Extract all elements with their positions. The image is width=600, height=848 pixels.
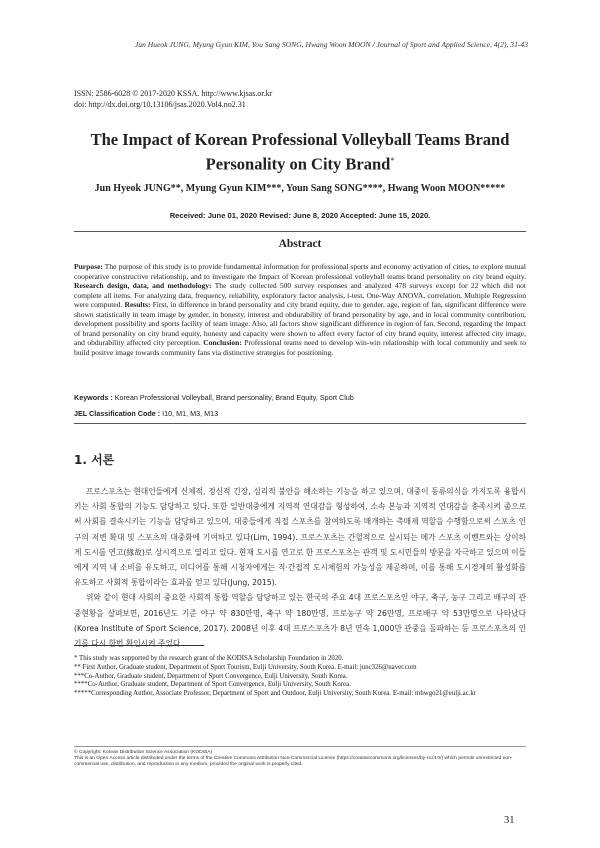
footnote: *****Corresponding Author, Associate Professor, Department of Sport and Outdoor, Eulji University, South Korea. E-mail: mhwgo21@eulji.ac.kr <box>74 690 477 698</box>
keywords <box>74 393 526 402</box>
title-footnote-mark: * <box>390 156 395 165</box>
author-list: Jun Hyeok JUNG**, Myung Gyun KIM***, Youn Sang SONG****, Hwang Woon MOON***** <box>94 183 506 194</box>
abstract-conclusion-text: Professional teams need to develop win-win relationship with local community and seek to build positve image towards community fans via distinctive strategies for positioning. <box>74 338 527 357</box>
body-paragraph: 위와 같이 현대 사회의 중요한 사회적 통합 역할을 담당하고 있는 한국의 주요 4대 프로스포츠인 야구, 축구, 농구 그리고 배구의 관중현황을 살펴보면, 2016년도 기준 야구 약 830만명, 축구 약 180만명, 프로농구 약 26만명, 프로배구 약 53만명으로 나타났다(Korea Institute of Sport Science, 2017). 2008년 이후 4대 프로스포츠가 8년 연속 1,000만 관중을 돌파하는 등 프로스포츠의 인기를 다시 한번 확인시켜 주었다. <box>74 593 526 649</box>
body-paragraph: 프로스포츠는 현대인들에게 신체적, 정신적 긴장, 심리적 불안을 해소하는 기능을 하고 있으며, 대중이 동류의식을 가지도록 융합시키는 사회 통합의 기능도 담당하고 있다. 또한 일반대중에게 지역적 연대감을 형성하여, 소속 본능과 지역적 연대감을 충족시켜 줌으로써 사회를 결속시키는 기능을 담당하고 있으며, 대중들에게 직접 스포츠를 참여하도록 매개하는 촉매제 역할을 수행함으로써 스포츠 인구의 저변 확대 및 스포츠의 대중화에 기여하고 있다(Lim, 1994). 프로스포츠는 간헐적으로 실시되는 메가 스포츠 이벤트와는 상이하게 도시를 연고(緣故)로 상시적으로 열리고 있다. 현재 도시를 연고로 한 프로스포츠는 관객 및 도시민들의 방문을 자극하고 있으며 이들에게 지역 내 소비를 유도하고, 미디어를 통해 시청자에게는 직·간접적 도시체험의 가능성을 제공하며, 이를 통해 도시경제의 활성화를 유도하고 사회적 통합이라는 효과를 얻고 있다(Jung, 2015). <box>74 487 526 588</box>
abstract-purpose-text: The purpose of this study is to provide fundamental information for professional sports and economy activation of cities, to explore mutual cooperative constructive relationship, and to investigate the Impact of Korean professional volleyball teams brand personality on city brand equity. <box>74 262 526 281</box>
abstract-heading: Abstract <box>278 238 322 250</box>
abstract-bottom-rule <box>74 423 526 424</box>
title-line-1: The Impact of Korean Professional Volleyball Teams Brand <box>90 130 510 149</box>
footnote: ** First Author, Graduate student, Department of Sport Tourism, Eulji University, South Korea. E-mail: junc326@naver.com <box>74 663 417 671</box>
keywords-text: Korean Professional Volleyball, Brand personality, Brand Equity, Sport Club <box>112 393 354 402</box>
jel-text: I10, M1, M3, M13 <box>160 409 219 418</box>
footnote: ***Co-Author, Graduate student, Department of Sport Convergence, Eulji University, South Korea. <box>74 672 348 680</box>
paper-title <box>74 129 526 175</box>
copyright-rule <box>74 746 526 747</box>
footnote: ****Co-Author, Graduate student, Department of Sport Convergence, Eulji University, South Korea. <box>74 681 351 689</box>
copyright-line: © Copyright: Korean Distribution Science Association (KODISA) <box>74 750 213 755</box>
page-number: 31 <box>504 815 515 826</box>
received-dates: Received: June 01, 2020 Revised: June 8, 2020 Accepted: June 15, 2020. <box>169 211 431 220</box>
section-heading: 1. 서론 <box>74 453 115 467</box>
footnotes <box>74 655 526 699</box>
license-line: This is an Open Access article distributed under the terms of the Creative Commons Attribution Non-Commercial License (https://creativecommons.org/licenses/by-nc/4.0/) which permits unrestricted non-commercial use, distribution, and reproduction in any medium, provided the original work is properly cited. <box>74 756 513 768</box>
footnote: * This study was supported by the research grant of the KODISA Scholarship Foundation in 2020. <box>74 655 344 662</box>
copyright-notice <box>74 750 526 769</box>
title-line-2-text: Personality on City Brand <box>205 154 391 174</box>
jel-label: JEL Classification Code : <box>74 409 161 418</box>
issn-line: ISSN: 2586-6028 © 2017-2020 KSSA. http://www.kjsas.or.kr <box>74 89 273 98</box>
abstract-purpose-label: Purpose: <box>74 262 103 271</box>
abstract-body <box>74 262 526 357</box>
title-line-2 <box>74 150 526 175</box>
abstract-results-label: Results: <box>124 300 151 310</box>
abstract-design-label: Research design, data, and methodology: <box>74 281 212 291</box>
abstract-top-rule <box>74 231 526 232</box>
abstract-conclusion-label: Conclusion: <box>203 338 242 348</box>
issn-block <box>74 88 272 110</box>
abstract-results-text: First, in difference in brand personality and city brand equity, due to gender, age, region of fan, significant difference were shown statistically in team image by gender, in honesty, interest and obdurability of brand personality by age, and in local community contribution, development possibility and sports facility of team image. Also, all factors show significant difference in region of fan. Second, regarding the impact of brand personality on city brand equity, honesty and capacity were shown to affect every factor of city brand equity, interest affected city image, and obdurability affected city perception. <box>74 300 526 348</box>
body-text <box>74 484 526 651</box>
running-header: Jun Hueok JUNG, Myung Gyun KIM, You Sang SONG, Hwang Woon MOON / Journal of Sport and Applied Science, 4(2), 31-43 <box>134 40 528 49</box>
jel-codes <box>74 409 526 418</box>
abstract-design-text: The study collected 500 survey responses and analyzed 478 surveys except for 22 which did not complete all items. For analyzing data, frequency, reliability, exploratory factor analysis, t-test, One-Way ANOVA, correlation, Multiple Regression were computed. <box>74 281 526 310</box>
doi-line: doi: http://dx.doi.org/10.13106/jsas.2020.Vol4.no2.31 <box>74 100 246 109</box>
keywords-label: Keywords : <box>74 393 113 402</box>
footnote-rule <box>74 645 204 646</box>
